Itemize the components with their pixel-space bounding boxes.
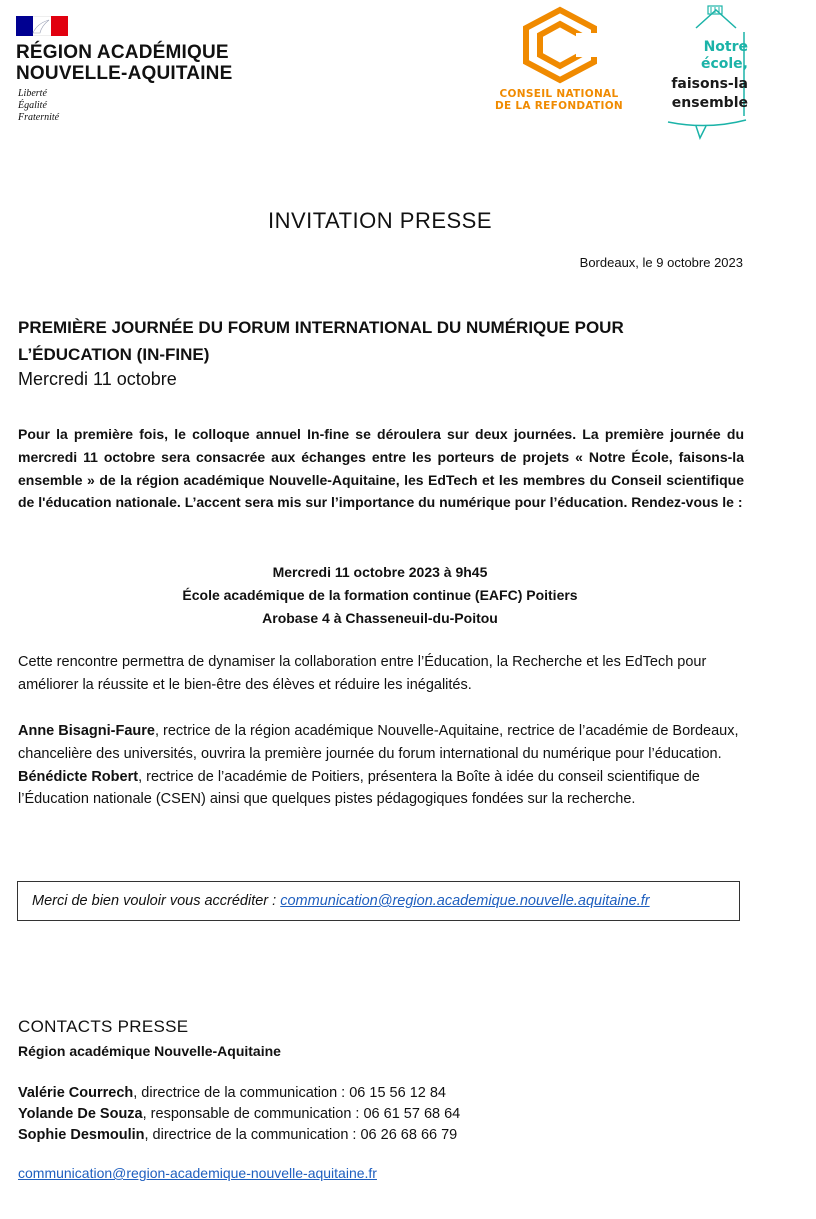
speaker-text-1: , rectrice de la région académique Nouvelle-Aquitaine, rectrice de l’académie de Bordeaux, chancelière des universités, ouvrira la première journée du forum international du numérique pour l’éducation. <box>18 723 739 762</box>
document-title: INVITATION PRESSE <box>267 208 493 233</box>
event-details <box>0 561 760 629</box>
contact-name: Sophie Desmoulin <box>18 1127 145 1143</box>
speaker-text-2: , rectrice de l’académie de Poitiers, présentera la Boîte à idée du conseil scientifique de l’Éducation nationale (CSEN) ainsi que quelques pistes pédagogiques fondées sur la recherche. <box>18 768 700 808</box>
notre-line2: école, <box>700 56 748 72</box>
intro-paragraph: Pour la première fois, le colloque annuel In-fine se déroulera sur deux journées. La première journée du mercredi 11 octobre sera consacrée aux échanges entre les porteurs de projets « Notre École, faisons-la ensemble » de la région académique Nouvelle-Aquitaine, les EdTech et les membres du Conseil scientifique de l'éducation nationale. L’accent sera mis sur l’importance du numérique pour l’éducation. Rendez-vous le : <box>18 426 744 511</box>
cnr-line1: CONSEIL NATIONAL <box>499 88 619 100</box>
region-name-line2: NOUVELLE-AQUITAINE <box>16 63 233 84</box>
speaker-name-2: Bénédicte Robert <box>18 768 139 785</box>
notre-line1: Notre <box>703 39 748 55</box>
contact-line <box>18 1085 446 1101</box>
accreditation-label: Merci de bien vouloir vous accréditer : <box>32 893 281 909</box>
paragraph-speakers <box>18 720 744 811</box>
contact-line <box>18 1127 457 1143</box>
date-line: Bordeaux, le 9 octobre 2023 <box>579 255 743 270</box>
cnr-line2: DE LA REFONDATION <box>494 100 624 112</box>
notre-line3: faisons-la <box>671 76 748 92</box>
cnr-logo <box>486 6 632 116</box>
contacts-title: CONTACTS PRESSE <box>18 1017 189 1036</box>
contact-role: , directrice de la communication : 06 15 56 12 84 <box>133 1085 446 1101</box>
event-address: Arobase 4 à Chasseneuil-du-Poitou <box>262 609 498 626</box>
accreditation-box <box>17 881 740 921</box>
event-venue: École académique de la formation continue (EAFC) Poitiers <box>182 586 578 603</box>
cnr-emblem-icon <box>520 6 600 84</box>
accreditation-email-link[interactable]: communication@region.academique.nouvelle.aquitaine.fr <box>280 893 650 909</box>
event-date: Mercredi 11 octobre 2023 à 9h45 <box>272 564 488 580</box>
marianne-flag-icon <box>16 16 68 36</box>
contacts-email-link[interactable]: communication@region-academique-nouvelle-aquitaine.fr <box>18 1165 377 1181</box>
headline <box>18 314 718 368</box>
notre-ecole-house-icon <box>660 4 760 144</box>
subheadline: Mercredi 11 octobre <box>18 369 177 389</box>
contacts-organization: Région académique Nouvelle-Aquitaine <box>18 1043 281 1059</box>
contact-role: , responsable de communication : 06 61 57 68 64 <box>142 1106 461 1122</box>
motto-egalite: Égalité <box>18 100 47 111</box>
motto-fraternite: Fraternité <box>18 112 60 123</box>
contact-name: Yolande De Souza <box>18 1106 143 1122</box>
notre-line4: ensemble <box>671 95 748 111</box>
paragraph-collaboration: Cette rencontre permettra de dynamiser la collaboration entre l’Éducation, la Recherche et les EdTech pour améliorer la réussite et le bien-être des élèves et réduire les inégalités. <box>18 654 707 693</box>
contact-role: , directrice de la communication : 06 26 68 66 79 <box>144 1127 458 1143</box>
headline-line2: L’ÉDUCATION (IN-FINE) <box>18 345 210 364</box>
motto-liberte: Liberté <box>18 88 47 99</box>
headline-line1: PREMIÈRE JOURNÉE DU FORUM INTERNATIONAL DU NUMÉRIQUE POUR <box>18 318 624 337</box>
contact-line <box>18 1106 460 1122</box>
notre-ecole-logo <box>660 4 760 144</box>
contact-name: Valérie Courrech <box>18 1085 134 1101</box>
region-name-line1: RÉGION ACADÉMIQUE <box>16 42 229 63</box>
region-academique-logo <box>16 16 242 128</box>
speaker-name-1: Anne Bisagni-Faure <box>18 723 155 739</box>
